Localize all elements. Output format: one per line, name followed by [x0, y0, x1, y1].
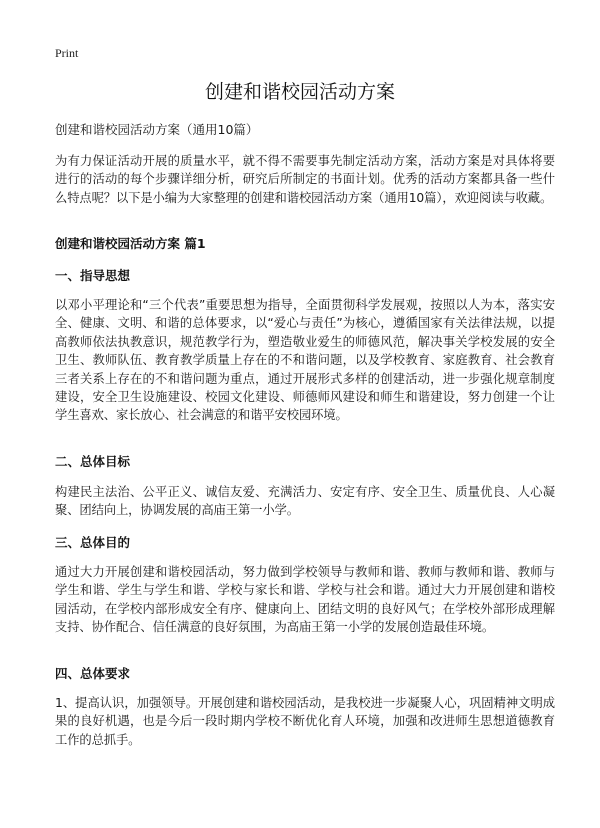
- document-subtitle: 创建和谐校园活动方案（通用10篇）: [55, 122, 259, 137]
- section-heading-overall-purpose: 三、总体目的: [55, 535, 131, 550]
- section-body-overall-requirements: 1、提高认识，加强领导。开展创建和谐校园活动，是我校进一步凝聚人心，巩固精神文明成果的良好机遇，也是今后一段时期内学校不断优化育人环境，加强和改进师生思想道德教育工作的总抓手。: [55, 696, 555, 747]
- section-heading-guiding-ideology: 一、指导思想: [55, 268, 131, 283]
- section-body-overall-purpose: 通过大力开展创建和谐校园活动，努力做到学校领导与教师和谐、教师与教师和谐、教师与学生和谐、学生与学生和谐、学校与家长和谐、学校与社会和谐。通过大力开展创建和谐校园活动，在学校内部形成安全有序、健康向上、团结文明的良好风气；在学校外部形成理解支持、协作配合、信任满意的良好氛围，为高庙王第一小学的发展创造最佳环境。: [55, 565, 555, 635]
- document-title: 创建和谐校园活动方案: [204, 81, 395, 103]
- section-body-overall-goal: 构建民主法治、公平正义、诚信友爱、充满活力、安定有序、安全卫生、质量优良、人心凝聚、团结向上，协调发展的高庙王第一小学。: [55, 485, 555, 518]
- intro-paragraph: 为有力保证活动开展的质量水平，就不得不需要事先制定活动方案，活动方案是对具体将要进行的活动的每个步骤详细分析，研究后所制定的书面计划。优秀的活动方案都具备一些什么特点呢？以下是小编为大家整理的创建和谐校园活动方案（通用10篇），欢迎阅读与收藏。: [55, 154, 555, 205]
- print-link[interactable]: Print: [55, 46, 79, 60]
- article-heading: 创建和谐校园活动方案 篇1: [55, 236, 206, 251]
- section-body-guiding-ideology: 以邓小平理论和“三个代表”重要思想为指导，全面贯彻科学发展观，按照以人为本，落实安全、健康、文明、和谐的总体要求，以“爱心与责任”为核心，遵循国家有关法律法规，以提高教师依法执教意识，规范教学行为，塑造敬业爱生的师德风范，解决事关学校发展的安全卫生、教师队伍、教育教学质量上存在的不和谐问题，以及学校教育、家庭教育、社会教育三者关系上存在的不和谐问题为重点，通过开展形式多样的创建活动，进一步强化规章制度建设，安全卫生设施建设、校园文化建设、师德师风建设和师生和谐建设，努力创建一个让学生喜欢、家长放心、社会满意的和谐平安校园环境。: [55, 298, 555, 423]
- section-heading-overall-goal: 二、总体目标: [55, 454, 131, 469]
- section-heading-overall-requirements: 四、总体要求: [55, 666, 131, 681]
